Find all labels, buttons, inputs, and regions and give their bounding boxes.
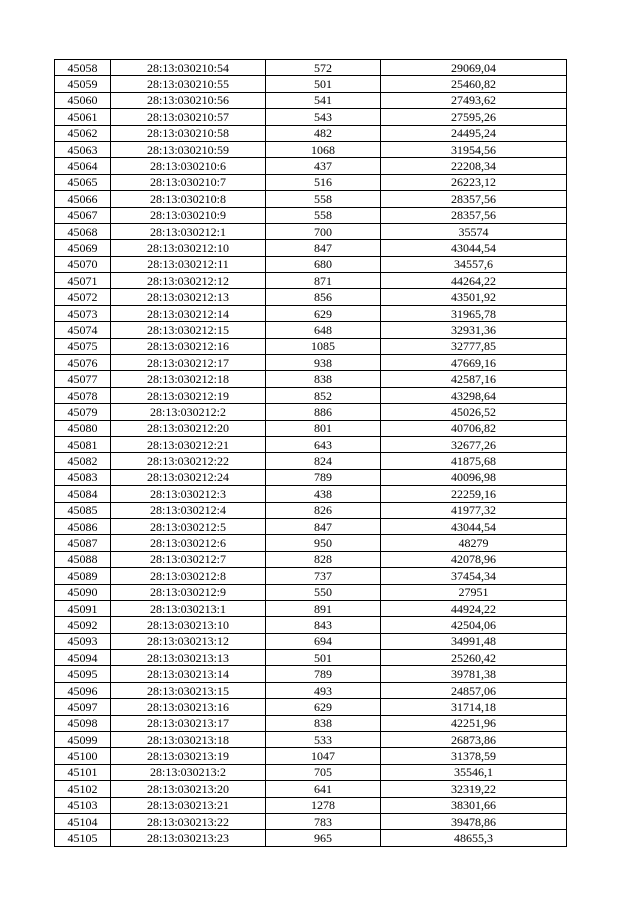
- row-number-cell: 45074: [55, 322, 111, 338]
- table-row: [55, 584, 567, 600]
- area-cell: 482: [266, 125, 381, 141]
- value-cell: 28357,56: [381, 207, 567, 223]
- table-row: [55, 109, 567, 125]
- value-cell: 28357,56: [381, 191, 567, 207]
- row-number-cell: 45096: [55, 682, 111, 698]
- table-row: [55, 322, 567, 338]
- row-number-cell: 45076: [55, 355, 111, 371]
- area-cell: 891: [266, 600, 381, 616]
- value-cell: 32777,85: [381, 338, 567, 354]
- value-cell: 48655,3: [381, 830, 567, 846]
- value-cell: 37454,34: [381, 568, 567, 584]
- value-cell: 43501,92: [381, 289, 567, 305]
- cadastral-number-cell: 28:13:030210:57: [111, 109, 266, 125]
- area-cell: 783: [266, 813, 381, 829]
- area-cell: 950: [266, 535, 381, 551]
- table-row: [55, 420, 567, 436]
- row-number-cell: 45068: [55, 223, 111, 239]
- table-row: [55, 650, 567, 666]
- cadastral-number-cell: 28:13:030212:6: [111, 535, 266, 551]
- table-row: [55, 256, 567, 272]
- value-cell: 42587,16: [381, 371, 567, 387]
- table-row: [55, 699, 567, 715]
- table-row: [55, 535, 567, 551]
- table-row: [55, 92, 567, 108]
- table-row: [55, 404, 567, 420]
- value-cell: 47669,16: [381, 355, 567, 371]
- table-row: [55, 338, 567, 354]
- cadastral-number-cell: 28:13:030210:55: [111, 76, 266, 92]
- value-cell: 42504,06: [381, 617, 567, 633]
- area-cell: 826: [266, 502, 381, 518]
- table-row: [55, 305, 567, 321]
- value-cell: 31714,18: [381, 699, 567, 715]
- table-row: [55, 551, 567, 567]
- area-cell: 700: [266, 223, 381, 239]
- row-number-cell: 45075: [55, 338, 111, 354]
- area-cell: 641: [266, 781, 381, 797]
- row-number-cell: 45095: [55, 666, 111, 682]
- area-cell: 789: [266, 666, 381, 682]
- value-cell: 24857,06: [381, 682, 567, 698]
- table-row: [55, 486, 567, 502]
- table-row: [55, 387, 567, 403]
- table-row: [55, 60, 567, 76]
- table-row: [55, 240, 567, 256]
- row-number-cell: 45066: [55, 191, 111, 207]
- cadastral-number-cell: 28:13:030213:18: [111, 732, 266, 748]
- table-row: [55, 682, 567, 698]
- table-row: [55, 666, 567, 682]
- cadastral-number-cell: 28:13:030212:9: [111, 584, 266, 600]
- row-number-cell: 45080: [55, 420, 111, 436]
- area-cell: 437: [266, 158, 381, 174]
- row-number-cell: 45083: [55, 469, 111, 485]
- area-cell: 493: [266, 682, 381, 698]
- value-cell: 25460,82: [381, 76, 567, 92]
- row-number-cell: 45067: [55, 207, 111, 223]
- row-number-cell: 45081: [55, 436, 111, 452]
- cadastral-number-cell: 28:13:030213:21: [111, 797, 266, 813]
- row-number-cell: 45090: [55, 584, 111, 600]
- table-row: [55, 436, 567, 452]
- row-number-cell: 45102: [55, 781, 111, 797]
- cadastral-number-cell: 28:13:030212:10: [111, 240, 266, 256]
- table-row: [55, 223, 567, 239]
- area-cell: 965: [266, 830, 381, 846]
- value-cell: 38301,66: [381, 797, 567, 813]
- cadastral-number-cell: 28:13:030210:54: [111, 60, 266, 76]
- cadastral-number-cell: 28:13:030212:4: [111, 502, 266, 518]
- table-row: [55, 371, 567, 387]
- row-number-cell: 45064: [55, 158, 111, 174]
- cadastral-number-cell: 28:13:030212:20: [111, 420, 266, 436]
- data-table: [54, 59, 567, 847]
- value-cell: 29069,04: [381, 60, 567, 76]
- row-number-cell: 45091: [55, 600, 111, 616]
- value-cell: 41977,32: [381, 502, 567, 518]
- row-number-cell: 45086: [55, 518, 111, 534]
- row-number-cell: 45069: [55, 240, 111, 256]
- cadastral-number-cell: 28:13:030213:19: [111, 748, 266, 764]
- cadastral-number-cell: 28:13:030210:59: [111, 141, 266, 157]
- row-number-cell: 45078: [55, 387, 111, 403]
- value-cell: 48279: [381, 535, 567, 551]
- area-cell: 629: [266, 305, 381, 321]
- cadastral-number-cell: 28:13:030213:23: [111, 830, 266, 846]
- row-number-cell: 45092: [55, 617, 111, 633]
- row-number-cell: 45063: [55, 141, 111, 157]
- table-row: [55, 502, 567, 518]
- area-cell: 856: [266, 289, 381, 305]
- row-number-cell: 45097: [55, 699, 111, 715]
- value-cell: 27595,26: [381, 109, 567, 125]
- area-cell: 886: [266, 404, 381, 420]
- table-row: [55, 617, 567, 633]
- cadastral-number-cell: 28:13:030213:2: [111, 764, 266, 780]
- table-row: [55, 764, 567, 780]
- area-cell: 550: [266, 584, 381, 600]
- value-cell: 42078,96: [381, 551, 567, 567]
- table-row: [55, 781, 567, 797]
- cadastral-number-cell: 28:13:030213:1: [111, 600, 266, 616]
- row-number-cell: 45085: [55, 502, 111, 518]
- row-number-cell: 45072: [55, 289, 111, 305]
- cadastral-number-cell: 28:13:030213:14: [111, 666, 266, 682]
- area-cell: 852: [266, 387, 381, 403]
- value-cell: 40096,98: [381, 469, 567, 485]
- area-cell: 543: [266, 109, 381, 125]
- area-cell: 801: [266, 420, 381, 436]
- table-row: [55, 813, 567, 829]
- table-row: [55, 289, 567, 305]
- row-number-cell: 45058: [55, 60, 111, 76]
- row-number-cell: 45060: [55, 92, 111, 108]
- area-cell: 1085: [266, 338, 381, 354]
- cadastral-number-cell: 28:13:030212:21: [111, 436, 266, 452]
- value-cell: 22259,16: [381, 486, 567, 502]
- value-cell: 40706,82: [381, 420, 567, 436]
- value-cell: 31378,59: [381, 748, 567, 764]
- cadastral-number-cell: 28:13:030210:8: [111, 191, 266, 207]
- table-row: [55, 125, 567, 141]
- cadastral-number-cell: 28:13:030210:7: [111, 174, 266, 190]
- table-row: [55, 469, 567, 485]
- value-cell: 35546,1: [381, 764, 567, 780]
- value-cell: 34991,48: [381, 633, 567, 649]
- area-cell: 629: [266, 699, 381, 715]
- row-number-cell: 45079: [55, 404, 111, 420]
- cadastral-number-cell: 28:13:030213:20: [111, 781, 266, 797]
- table-row: [55, 355, 567, 371]
- cadastral-number-cell: 28:13:030212:24: [111, 469, 266, 485]
- area-cell: 558: [266, 207, 381, 223]
- area-cell: 828: [266, 551, 381, 567]
- row-number-cell: 45065: [55, 174, 111, 190]
- value-cell: 25260,42: [381, 650, 567, 666]
- cadastral-number-cell: 28:13:030210:56: [111, 92, 266, 108]
- area-cell: 516: [266, 174, 381, 190]
- cadastral-number-cell: 28:13:030213:17: [111, 715, 266, 731]
- cadastral-number-cell: 28:13:030212:17: [111, 355, 266, 371]
- area-cell: 438: [266, 486, 381, 502]
- cadastral-number-cell: 28:13:030212:5: [111, 518, 266, 534]
- value-cell: 44264,22: [381, 273, 567, 289]
- table-row: [55, 600, 567, 616]
- value-cell: 45026,52: [381, 404, 567, 420]
- area-cell: 694: [266, 633, 381, 649]
- cadastral-number-cell: 28:13:030210:9: [111, 207, 266, 223]
- area-cell: 541: [266, 92, 381, 108]
- area-cell: 847: [266, 518, 381, 534]
- value-cell: 31965,78: [381, 305, 567, 321]
- row-number-cell: 45100: [55, 748, 111, 764]
- cadastral-number-cell: 28:13:030212:19: [111, 387, 266, 403]
- row-number-cell: 45098: [55, 715, 111, 731]
- value-cell: 43298,64: [381, 387, 567, 403]
- row-number-cell: 45062: [55, 125, 111, 141]
- row-number-cell: 45071: [55, 273, 111, 289]
- cadastral-number-cell: 28:13:030212:13: [111, 289, 266, 305]
- cadastral-number-cell: 28:13:030212:1: [111, 223, 266, 239]
- area-cell: 680: [266, 256, 381, 272]
- cadastral-number-cell: 28:13:030210:58: [111, 125, 266, 141]
- cadastral-number-cell: 28:13:030213:13: [111, 650, 266, 666]
- cadastral-number-cell: 28:13:030212:2: [111, 404, 266, 420]
- value-cell: 39478,86: [381, 813, 567, 829]
- value-cell: 32931,36: [381, 322, 567, 338]
- table-row: [55, 191, 567, 207]
- value-cell: 43044,54: [381, 518, 567, 534]
- cadastral-number-cell: 28:13:030213:15: [111, 682, 266, 698]
- row-number-cell: 45094: [55, 650, 111, 666]
- cadastral-number-cell: 28:13:030212:18: [111, 371, 266, 387]
- area-cell: 705: [266, 764, 381, 780]
- area-cell: 737: [266, 568, 381, 584]
- value-cell: 39781,38: [381, 666, 567, 682]
- area-cell: 533: [266, 732, 381, 748]
- row-number-cell: 45073: [55, 305, 111, 321]
- cadastral-number-cell: 28:13:030213:16: [111, 699, 266, 715]
- cadastral-number-cell: 28:13:030212:15: [111, 322, 266, 338]
- cadastral-number-cell: 28:13:030213:10: [111, 617, 266, 633]
- table-row: [55, 732, 567, 748]
- cadastral-number-cell: 28:13:030212:7: [111, 551, 266, 567]
- value-cell: 32677,26: [381, 436, 567, 452]
- value-cell: 31954,56: [381, 141, 567, 157]
- table-row: [55, 273, 567, 289]
- value-cell: 22208,34: [381, 158, 567, 174]
- cadastral-number-cell: 28:13:030210:6: [111, 158, 266, 174]
- table-row: [55, 453, 567, 469]
- table-row: [55, 518, 567, 534]
- area-cell: 648: [266, 322, 381, 338]
- value-cell: 42251,96: [381, 715, 567, 731]
- cadastral-number-cell: 28:13:030212:12: [111, 273, 266, 289]
- cadastral-number-cell: 28:13:030212:22: [111, 453, 266, 469]
- row-number-cell: 45103: [55, 797, 111, 813]
- cadastral-number-cell: 28:13:030213:12: [111, 633, 266, 649]
- value-cell: 24495,24: [381, 125, 567, 141]
- area-cell: 501: [266, 76, 381, 92]
- table-row: [55, 158, 567, 174]
- area-cell: 1047: [266, 748, 381, 764]
- cadastral-number-cell: 28:13:030213:22: [111, 813, 266, 829]
- cadastral-number-cell: 28:13:030212:11: [111, 256, 266, 272]
- table-row: [55, 633, 567, 649]
- area-cell: 843: [266, 617, 381, 633]
- table-row: [55, 568, 567, 584]
- value-cell: 44924,22: [381, 600, 567, 616]
- cadastral-number-cell: 28:13:030212:14: [111, 305, 266, 321]
- row-number-cell: 45087: [55, 535, 111, 551]
- cadastral-number-cell: 28:13:030212:8: [111, 568, 266, 584]
- value-cell: 26223,12: [381, 174, 567, 190]
- row-number-cell: 45077: [55, 371, 111, 387]
- value-cell: 27493,62: [381, 92, 567, 108]
- area-cell: 789: [266, 469, 381, 485]
- area-cell: 871: [266, 273, 381, 289]
- table-row: [55, 76, 567, 92]
- table-row: [55, 715, 567, 731]
- value-cell: 32319,22: [381, 781, 567, 797]
- value-cell: 27951: [381, 584, 567, 600]
- area-cell: 572: [266, 60, 381, 76]
- area-cell: 643: [266, 436, 381, 452]
- row-number-cell: 45070: [55, 256, 111, 272]
- row-number-cell: 45089: [55, 568, 111, 584]
- area-cell: 1068: [266, 141, 381, 157]
- table-row: [55, 207, 567, 223]
- table-row: [55, 174, 567, 190]
- row-number-cell: 45105: [55, 830, 111, 846]
- area-cell: 1278: [266, 797, 381, 813]
- row-number-cell: 45082: [55, 453, 111, 469]
- row-number-cell: 45104: [55, 813, 111, 829]
- row-number-cell: 45059: [55, 76, 111, 92]
- area-cell: 838: [266, 371, 381, 387]
- row-number-cell: 45088: [55, 551, 111, 567]
- value-cell: 41875,68: [381, 453, 567, 469]
- row-number-cell: 45084: [55, 486, 111, 502]
- area-cell: 558: [266, 191, 381, 207]
- area-cell: 838: [266, 715, 381, 731]
- table-row: [55, 141, 567, 157]
- table-body: [55, 60, 567, 847]
- area-cell: 824: [266, 453, 381, 469]
- area-cell: 847: [266, 240, 381, 256]
- cadastral-number-cell: 28:13:030212:3: [111, 486, 266, 502]
- row-number-cell: 45093: [55, 633, 111, 649]
- value-cell: 43044,54: [381, 240, 567, 256]
- row-number-cell: 45101: [55, 764, 111, 780]
- area-cell: 938: [266, 355, 381, 371]
- table-row: [55, 748, 567, 764]
- row-number-cell: 45099: [55, 732, 111, 748]
- value-cell: 34557,6: [381, 256, 567, 272]
- table-row: [55, 830, 567, 846]
- row-number-cell: 45061: [55, 109, 111, 125]
- area-cell: 501: [266, 650, 381, 666]
- cadastral-number-cell: 28:13:030212:16: [111, 338, 266, 354]
- table-row: [55, 797, 567, 813]
- value-cell: 35574: [381, 223, 567, 239]
- value-cell: 26873,86: [381, 732, 567, 748]
